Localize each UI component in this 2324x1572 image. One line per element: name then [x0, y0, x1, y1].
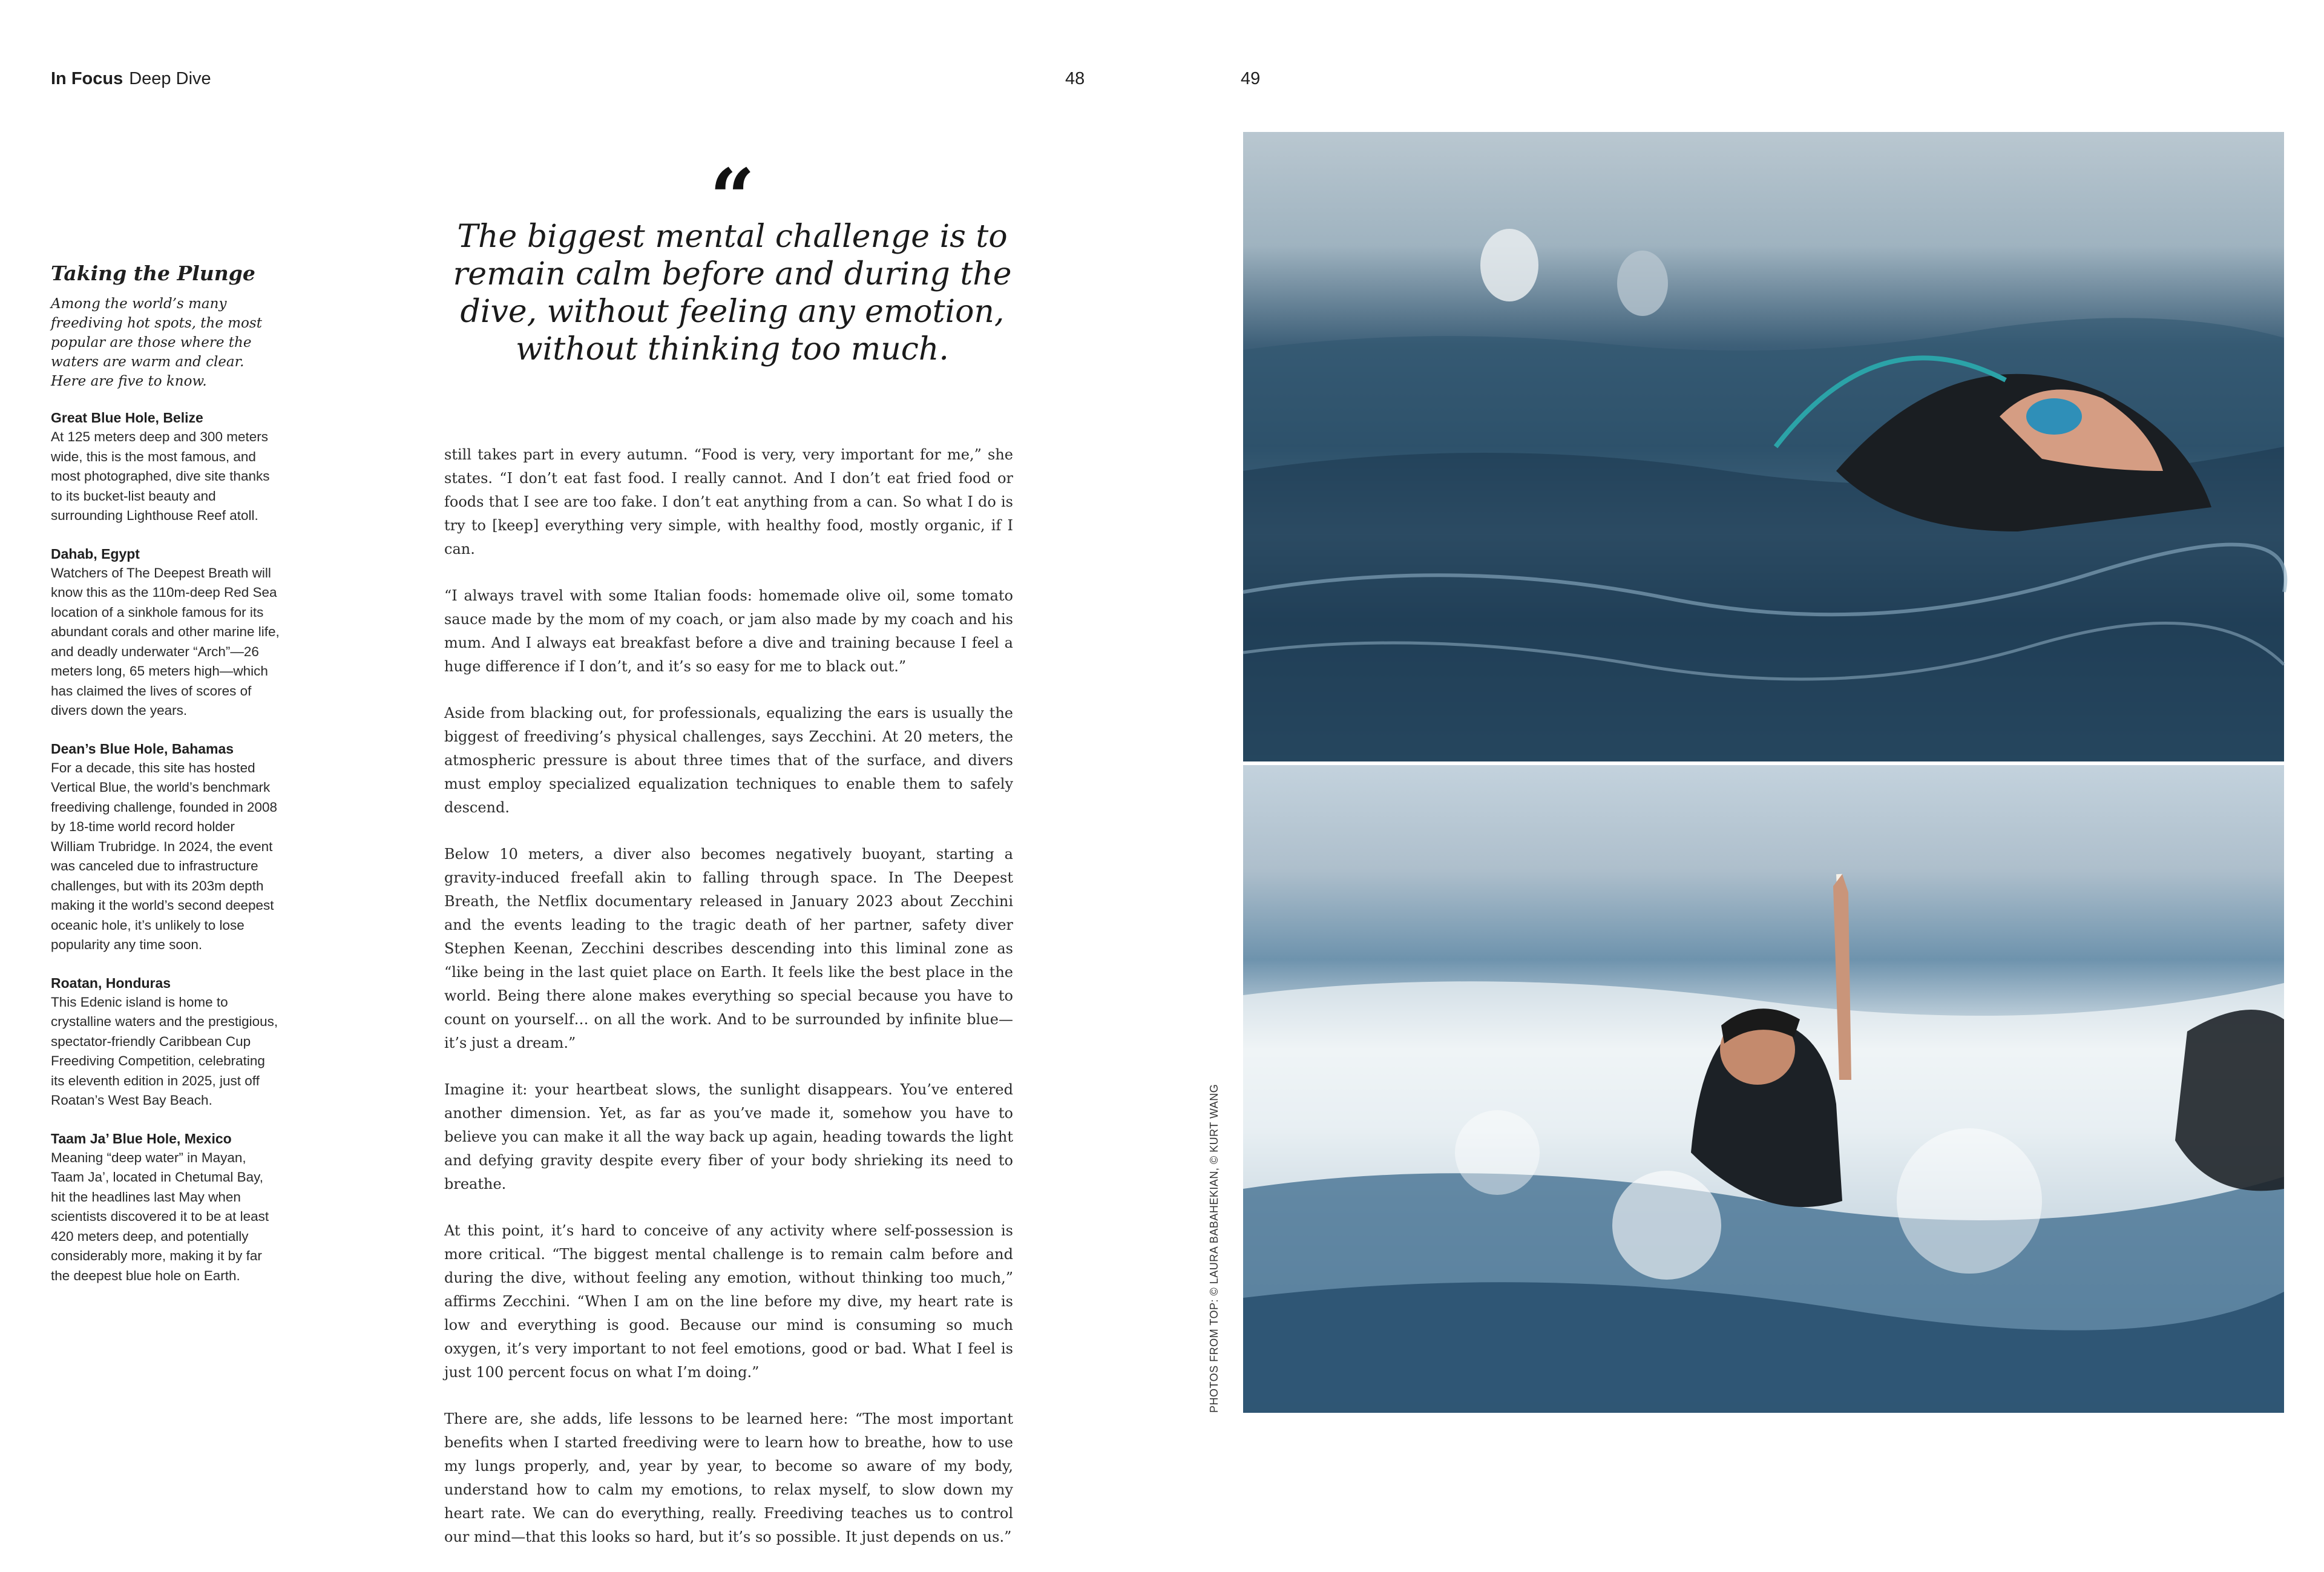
spot-description: At 125 meters deep and 300 meters wide, this is the most famous, and most photographed, dive site thanks to its bucket-list beauty and surrounding Lighthouse Reef atoll.: [51, 429, 270, 523]
spot-description: For a decade, this site has hosted Vertical Blue, the world’s benchmark freediving challenge, founded in 2008 by 18-time world record holder William Trubridge. In 2024, the event was canceled due to infrastructure challenges, but with its 203m depth making it the world’s second deepest oceanic hole, it’s unlikely to lose popularity any time soon.: [51, 760, 278, 952]
body-paragraph: Below 10 meters, a diver also becomes negatively buoyant, starting a gravity-induced freefall akin to falling through space. In The Deepest Breath, the Netflix documentary released in January 2023 about Zecchini and the events leading to the tragic death of her partner, safety diver Stephen Keenan, Zecchini describes descending into this liminal zone as “like being in the last quiet place on Earth. It feels like the best place in the world. Being there alone makes everything so special because you have to count on yourself… on all the work. And to be surrounded by infinite blue—it’s just a dream.”: [444, 846, 1013, 1051]
spot-name: Roatan, Honduras: [51, 975, 171, 991]
body-paragraph: “I always travel with some Italian foods: homemade olive oil, some tomato sauce made by the mom of my coach, or jam also made by my coach and his mum. And I always eat breakfast before a dive and training because I feel a huge difference if I don’t, and it’s so easy for me to black out.”: [444, 587, 1013, 675]
photo-illustration: [1243, 765, 2284, 1413]
subsection-name: Deep Dive: [129, 69, 211, 88]
spot-description: Watchers of The Deepest Breath will know this as the 110m-deep Red Sea location of a sinkhole famous for its abundant corals and other marine life, and deadly underwater “Arch”—26 meters long, 65 meters high—which has claimed the lives of scores of divers down the years.: [51, 565, 280, 718]
sidebar-title: Taking the Plunge: [51, 261, 255, 285]
body-paragraph: There are, she adds, life lessons to be learned here: “The most important benefits when I started freediving were to learn how to breathe, how to use my lungs properly, and, year by year, to become so aware of my body, understand how to calm my emotions, to relax myself, to slow down my heart rate. We can do everything, really. Freediving teaches us to control our mind—that this looks so hard, but it’s so possible. It just depends on us.”: [444, 1410, 1013, 1545]
page-number-right: 49: [1241, 69, 1261, 88]
spot-name: Taam Ja’ Blue Hole, Mexico: [51, 1130, 232, 1146]
page-number-left: 48: [1065, 69, 1085, 88]
list-item: [51, 739, 281, 955]
pull-quote: The biggest mental challenge is to remain calm before and during the dive, without feeling any emotion, without thinking too much.: [453, 219, 1012, 367]
list-item: [51, 1129, 281, 1286]
body-paragraph: still takes part in every autumn. “Food is very, very important for me,” she states. “I don’t eat fast food. I really cannot. And I don’t eat fried food or foods that I see are too fake. I don’t eat anything from a can. So what I do is try to [keep] everything very simple, with healthy food, mostly organic, if I can.: [444, 446, 1013, 557]
sidebar-box: [51, 261, 281, 1304]
body-paragraph: Imagine it: your heartbeat slows, the sunlight disappears. You’ve entered another dimension. Yet, as far as you’ve made it, somehow you have to believe you can make it all the way back up again, heading towards the light and defying gravity despite every fiber of your body shrieking its need to breathe.: [444, 1081, 1013, 1192]
spot-name: Dahab, Egypt: [51, 545, 140, 562]
section-name: In Focus: [51, 69, 123, 88]
spot-description: This Edenic island is home to crystalline waters and the prestigious, spectator-friendly Caribbean Cup Freediving Competition, celebrating its eleventh edition in 2025, just off Roatan’s West Bay Beach.: [51, 994, 278, 1108]
quote-mark-icon: “: [709, 151, 755, 244]
photo-freediver-floating: [1243, 132, 2284, 761]
spot-name: Dean’s Blue Hole, Bahamas: [51, 740, 234, 757]
body-paragraph: At this point, it’s hard to conceive of any activity where self-possession is more critical. “The biggest mental challenge is to remain calm before and during the dive, without feeling any emotion, without thinking too much,” affirms Zecchini. “When I am on the line before my dive, my heart rate is low and everything is good. Because our mind is consuming so much oxygen, it’s very important to not feel emotions, good or bad. What I feel is just 100 percent focus on what I’m doing.”: [444, 1222, 1013, 1381]
list-item: [51, 408, 281, 526]
list-item: [51, 544, 281, 721]
spot-name: Great Blue Hole, Belize: [51, 410, 203, 426]
running-head: [51, 69, 211, 89]
photo-credit: PHOTOS FROM TOP: © LAURA BABAHEKIAN, © KURT WANG: [1208, 1084, 1220, 1413]
body-paragraph: Aside from blacking out, for professionals, equalizing the ears is usually the biggest of freediving’s physical challenges, says Zecchini. At 20 meters, the atmospheric pressure is about three times that of the surface, and divers must employ specialized equalization techniques to enable them to safely descend.: [444, 705, 1013, 816]
photo-freediver-surfacing: [1243, 765, 2284, 1413]
sidebar-intro: Among the world’s many freediving hot spots, the most popular are those where the waters are warm and clear. Here are five to know.: [51, 296, 262, 389]
article-body: [444, 443, 1013, 1572]
list-item: [51, 973, 281, 1111]
photo-illustration: [1243, 132, 2284, 761]
spot-description: Meaning “deep water” in Mayan, Taam Ja’, located in Chetumal Bay, hit the headlines last May when scientists discovered it to be at least 420 meters deep, and potentially considerably more, making it by far the deepest blue hole on Earth.: [51, 1149, 269, 1283]
